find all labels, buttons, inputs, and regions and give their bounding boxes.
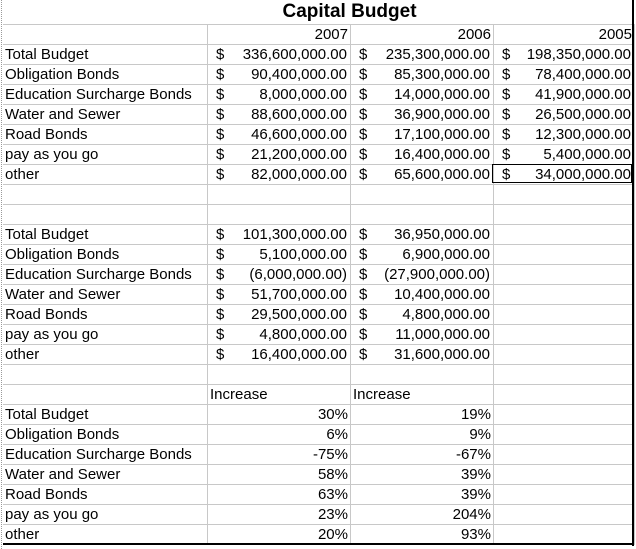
currency-symbol: $: [216, 266, 225, 283]
amount: 82,000,000.00: [251, 166, 347, 183]
table-row: [3, 485, 635, 505]
money-cell[interactable]: [494, 45, 635, 65]
row-label[interactable]: Obligation Bonds: [3, 425, 208, 445]
year-header[interactable]: 2005: [494, 25, 635, 45]
row-label[interactable]: Road Bonds: [3, 305, 208, 325]
blank-row: [3, 365, 635, 385]
row-label[interactable]: other: [3, 525, 208, 545]
empty-cell[interactable]: [351, 185, 494, 205]
row-label[interactable]: Road Bonds: [3, 125, 208, 145]
amount: 78,400,000.00: [535, 66, 631, 83]
amount: (27,900,000.00): [384, 266, 490, 283]
currency-value: [353, 305, 491, 324]
currency-symbol: $: [502, 126, 511, 143]
empty-cell[interactable]: [494, 285, 635, 305]
money-cell[interactable]: [351, 305, 494, 325]
empty-cell[interactable]: [3, 25, 208, 45]
currency-symbol: $: [359, 226, 368, 243]
amount: 198,350,000.00: [526, 46, 631, 63]
amount: 235,300,000.00: [385, 46, 490, 63]
empty-cell[interactable]: [3, 205, 208, 225]
percent-cell[interactable]: 93%: [351, 525, 494, 545]
money-cell[interactable]: [208, 65, 351, 85]
row-label[interactable]: Total Budget: [3, 405, 208, 425]
money-cell[interactable]: [351, 245, 494, 265]
currency-value: [353, 125, 491, 144]
currency-value: [353, 225, 491, 244]
currency-value: [210, 145, 348, 164]
blank-row: [3, 205, 635, 225]
money-cell[interactable]: [351, 285, 494, 305]
currency-symbol: $: [216, 346, 225, 363]
money-cell[interactable]: [351, 65, 494, 85]
currency-value: [496, 145, 632, 164]
currency-symbol: $: [359, 306, 368, 323]
currency-symbol: $: [359, 126, 368, 143]
amount: 90,400,000.00: [251, 66, 347, 83]
percent-cell[interactable]: 58%: [208, 465, 351, 485]
money-cell[interactable]: [351, 225, 494, 245]
money-cell[interactable]: [351, 125, 494, 145]
currency-symbol: $: [359, 106, 368, 123]
currency-value: [210, 265, 348, 284]
row-label[interactable]: pay as you go: [3, 505, 208, 525]
row-label[interactable]: Total Budget: [3, 45, 208, 65]
currency-value: [210, 165, 348, 184]
row-label[interactable]: Obligation Bonds: [3, 245, 208, 265]
currency-symbol: $: [359, 46, 368, 63]
empty-cell[interactable]: [494, 385, 635, 405]
money-cell[interactable]: [208, 225, 351, 245]
amount: 14,000,000.00: [394, 86, 490, 103]
currency-value: [210, 65, 348, 84]
row-label[interactable]: other: [3, 345, 208, 365]
row-label[interactable]: Water and Sewer: [3, 105, 208, 125]
amount: 101,300,000.00: [242, 226, 347, 243]
range-right-border: [632, 0, 634, 546]
empty-cell[interactable]: [494, 205, 635, 225]
money-cell[interactable]: [351, 325, 494, 345]
currency-value: [353, 285, 491, 304]
increase-header[interactable]: Increase: [208, 385, 351, 405]
currency-symbol: $: [216, 326, 225, 343]
year-header-row: [3, 25, 635, 45]
currency-value: [353, 265, 491, 284]
row-label[interactable]: Water and Sewer: [3, 285, 208, 305]
currency-value: [496, 85, 632, 104]
currency-symbol: $: [216, 246, 225, 263]
money-cell[interactable]: [494, 65, 635, 85]
currency-value: [353, 345, 491, 364]
table-row: [3, 265, 635, 285]
empty-cell[interactable]: [351, 205, 494, 225]
amount: 46,600,000.00: [251, 126, 347, 143]
amount: 65,600,000.00: [394, 166, 490, 183]
table-row: [3, 325, 635, 345]
row-label[interactable]: pay as you go: [3, 145, 208, 165]
amount: 12,300,000.00: [535, 126, 631, 143]
currency-symbol: $: [502, 146, 511, 163]
selected-cell[interactable]: [492, 164, 632, 183]
money-cell[interactable]: [208, 305, 351, 325]
amount: 36,900,000.00: [394, 106, 490, 123]
amount: 34,000,000.00: [535, 166, 631, 183]
percent-cell[interactable]: 39%: [351, 465, 494, 485]
currency-symbol: $: [216, 306, 225, 323]
money-cell[interactable]: [208, 265, 351, 285]
amount: 51,700,000.00: [251, 286, 347, 303]
money-cell[interactable]: [494, 105, 635, 125]
empty-cell[interactable]: [3, 385, 208, 405]
percent-cell[interactable]: 63%: [208, 485, 351, 505]
amount: 31,600,000.00: [394, 346, 490, 363]
amount: 16,400,000.00: [394, 146, 490, 163]
money-cell[interactable]: [208, 345, 351, 365]
row-label[interactable]: Obligation Bonds: [3, 65, 208, 85]
currency-symbol: $: [502, 46, 511, 63]
table-row: [3, 145, 635, 165]
currency-value: [210, 245, 348, 264]
currency-value: [496, 125, 632, 144]
money-cell[interactable]: [351, 145, 494, 165]
empty-cell[interactable]: [494, 305, 635, 325]
budget-grid: [3, 24, 635, 545]
empty-cell[interactable]: [494, 325, 635, 345]
year-header[interactable]: 2007: [208, 25, 351, 45]
amount: 5,400,000.00: [543, 146, 631, 163]
money-cell[interactable]: [351, 165, 494, 185]
blank-row: [3, 185, 635, 205]
empty-cell[interactable]: [494, 245, 635, 265]
increase-header[interactable]: Increase: [351, 385, 494, 405]
table-row: [3, 285, 635, 305]
empty-cell[interactable]: [208, 365, 351, 385]
money-cell[interactable]: [208, 165, 351, 185]
table-row: [3, 465, 635, 485]
currency-value: [210, 105, 348, 124]
money-cell[interactable]: [494, 85, 635, 105]
table-row: [3, 245, 635, 265]
empty-cell[interactable]: [494, 525, 635, 545]
empty-cell[interactable]: [494, 445, 635, 465]
currency-symbol: $: [216, 106, 225, 123]
table-row: [3, 105, 635, 125]
money-cell[interactable]: [351, 265, 494, 285]
sheet-title[interactable]: Capital Budget: [282, 1, 417, 22]
percent-cell[interactable]: 6%: [208, 425, 351, 445]
currency-value: [353, 325, 491, 344]
percent-cell[interactable]: -67%: [351, 445, 494, 465]
money-cell[interactable]: [208, 285, 351, 305]
currency-symbol: $: [216, 66, 225, 83]
currency-symbol: $: [502, 66, 511, 83]
amount: 41,900,000.00: [535, 86, 631, 103]
increase-header-row: [3, 385, 635, 405]
currency-value: [210, 305, 348, 324]
currency-value: [496, 65, 632, 84]
money-cell[interactable]: [351, 45, 494, 65]
empty-cell[interactable]: [351, 365, 494, 385]
percent-cell[interactable]: 39%: [351, 485, 494, 505]
money-cell[interactable]: [494, 145, 635, 165]
table-row: [3, 505, 635, 525]
percent-cell[interactable]: 20%: [208, 525, 351, 545]
amount: (6,000,000.00): [249, 266, 347, 283]
currency-symbol: $: [502, 86, 511, 103]
currency-symbol: $: [216, 226, 225, 243]
money-cell[interactable]: [208, 45, 351, 65]
percent-cell[interactable]: 19%: [351, 405, 494, 425]
empty-cell[interactable]: [494, 365, 635, 385]
table-row: [3, 45, 635, 65]
currency-value: [353, 85, 491, 104]
table-row: [3, 305, 635, 325]
currency-value: [210, 325, 348, 344]
amount: 11,000,000.00: [395, 326, 490, 343]
currency-symbol: $: [359, 266, 368, 283]
amount: 5,100,000.00: [259, 246, 347, 263]
percent-cell[interactable]: 23%: [208, 505, 351, 525]
row-label[interactable]: Education Surcharge Bonds: [3, 85, 208, 105]
money-cell[interactable]: [351, 85, 494, 105]
currency-symbol: $: [216, 86, 225, 103]
table-row: [3, 425, 635, 445]
row-label[interactable]: Education Surcharge Bonds: [3, 445, 208, 465]
currency-value: [210, 85, 348, 104]
range-bottom-border: [3, 543, 634, 545]
percent-cell[interactable]: 30%: [208, 405, 351, 425]
money-cell[interactable]: [208, 125, 351, 145]
currency-value: [353, 105, 491, 124]
currency-value: [210, 45, 348, 64]
row-label[interactable]: Water and Sewer: [3, 465, 208, 485]
money-cell[interactable]: [351, 105, 494, 125]
amount: 17,100,000.00: [394, 126, 490, 143]
money-cell[interactable]: [208, 145, 351, 165]
currency-symbol: $: [216, 126, 225, 143]
empty-cell[interactable]: [494, 465, 635, 485]
amount: 4,800,000.00: [402, 306, 490, 323]
money-cell[interactable]: [208, 85, 351, 105]
currency-symbol: $: [502, 166, 511, 183]
currency-value: [353, 65, 491, 84]
empty-cell[interactable]: [494, 345, 635, 365]
sheet-left-edge: [1, 0, 2, 549]
currency-value: [210, 345, 348, 364]
currency-value: [210, 285, 348, 304]
money-cell[interactable]: [351, 345, 494, 365]
money-cell[interactable]: [208, 325, 351, 345]
empty-cell[interactable]: [494, 405, 635, 425]
amount: 88,600,000.00: [251, 106, 347, 123]
currency-value: [210, 225, 348, 244]
currency-value: [496, 45, 632, 64]
money-cell[interactable]: [208, 245, 351, 265]
currency-value: [353, 245, 491, 264]
amount: 29,500,000.00: [251, 306, 347, 323]
row-label[interactable]: pay as you go: [3, 325, 208, 345]
currency-symbol: $: [216, 46, 225, 63]
currency-symbol: $: [216, 166, 225, 183]
empty-cell[interactable]: [494, 185, 635, 205]
empty-cell[interactable]: [3, 365, 208, 385]
currency-symbol: $: [359, 326, 368, 343]
table-row: [3, 65, 635, 85]
currency-symbol: $: [216, 286, 225, 303]
amount: 336,600,000.00: [242, 46, 347, 63]
table-row: [3, 405, 635, 425]
currency-value: [496, 105, 632, 124]
currency-symbol: $: [359, 166, 368, 183]
amount: 85,300,000.00: [394, 66, 490, 83]
currency-symbol: $: [359, 246, 368, 263]
currency-symbol: $: [359, 286, 368, 303]
empty-cell[interactable]: [494, 425, 635, 445]
empty-cell[interactable]: [208, 205, 351, 225]
currency-value: [353, 145, 491, 164]
amount: 10,400,000.00: [394, 286, 490, 303]
empty-cell[interactable]: [494, 505, 635, 525]
table-row: [3, 225, 635, 245]
currency-symbol: $: [359, 66, 368, 83]
money-cell[interactable]: [494, 125, 635, 145]
currency-value: [353, 45, 491, 64]
amount: 36,950,000.00: [394, 226, 490, 243]
money-cell[interactable]: [208, 105, 351, 125]
year-header[interactable]: 2006: [351, 25, 494, 45]
row-label[interactable]: Education Surcharge Bonds: [3, 265, 208, 285]
percent-cell[interactable]: 9%: [351, 425, 494, 445]
table-row: [3, 445, 635, 465]
percent-cell[interactable]: 204%: [351, 505, 494, 525]
currency-symbol: $: [216, 146, 225, 163]
amount: 21,200,000.00: [251, 146, 347, 163]
table-row: [3, 345, 635, 365]
amount: 16,400,000.00: [251, 346, 347, 363]
table-row: [3, 85, 635, 105]
currency-symbol: $: [359, 346, 368, 363]
amount: 6,900,000.00: [402, 246, 490, 263]
empty-cell[interactable]: [3, 185, 208, 205]
currency-value: [353, 165, 491, 184]
row-label[interactable]: Road Bonds: [3, 485, 208, 505]
empty-cell[interactable]: [494, 225, 635, 245]
currency-value: [210, 125, 348, 144]
table-row: [3, 125, 635, 145]
currency-symbol: $: [359, 146, 368, 163]
amount: 8,000,000.00: [259, 86, 347, 103]
amount: 26,500,000.00: [535, 106, 631, 123]
currency-symbol: $: [502, 106, 511, 123]
amount: 4,800,000.00: [259, 326, 347, 343]
percent-cell[interactable]: -75%: [208, 445, 351, 465]
empty-cell[interactable]: [208, 185, 351, 205]
row-label[interactable]: other: [3, 165, 208, 185]
row-label[interactable]: Total Budget: [3, 225, 208, 245]
table-row: [3, 525, 635, 545]
empty-cell[interactable]: [494, 485, 635, 505]
empty-cell[interactable]: [494, 265, 635, 285]
currency-symbol: $: [359, 86, 368, 103]
